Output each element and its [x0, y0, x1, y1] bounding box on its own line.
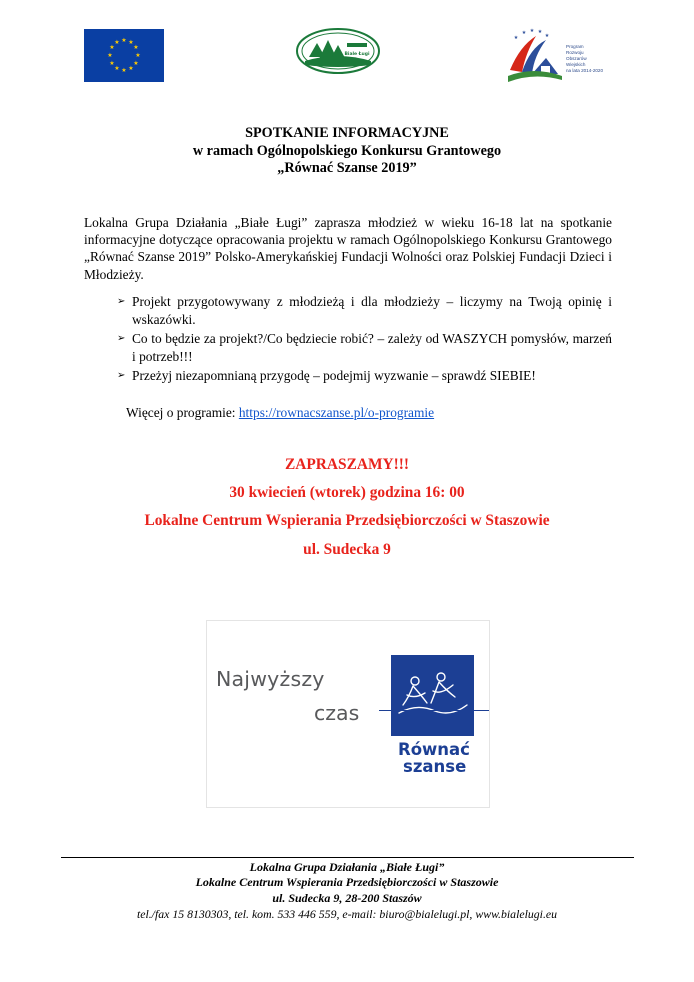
event-street: ul. Sudecka 9	[303, 540, 391, 558]
lgd-biale-lugi-logo	[295, 27, 381, 75]
rownac-szanse-logo	[206, 620, 490, 808]
bullet-text: Przeżyj niezapomnianą przygodę – podejmij wyzwanie – sprawdź SIEBIE!	[132, 367, 536, 383]
document-title	[0, 125, 694, 178]
svg-text:★: ★	[114, 65, 120, 72]
svg-text:★: ★	[109, 44, 115, 51]
svg-text:★: ★	[135, 52, 141, 59]
arrow-bullet-icon: ➢	[117, 296, 126, 307]
prow-text-line: Obszarów	[566, 56, 587, 61]
emblem-underline	[379, 710, 489, 711]
prow-logo	[502, 26, 606, 84]
more-info-label: Więcej o programie:	[126, 405, 239, 420]
logo-slogan-line-1: Najwyższy	[216, 667, 325, 691]
footer-divider	[61, 857, 634, 858]
bullet-text: Projekt przygotowywany z młodzieżą i dla młodzieży – liczymy na Twoją opinię i wskazówki.	[132, 294, 612, 328]
prow-text-line: Wiejskich	[566, 62, 586, 67]
footer-address: ul. Sudecka 9, 28-200 Staszów	[272, 890, 422, 905]
event-date: 30 kwiecień (wtorek) godzina 16: 00	[229, 484, 465, 502]
intro-paragraph: Lokalna Grupa Działania „Białe Ługi” zaprasza młodzież w wieku 16-18 lat na spotkanie informacyjne dotyczące opracowania projektu w ramach Ogólnopolskiego Konkursu Grantowego „Równać Szanse 2019” Polsko-Amerykańskiej Fundacji Wolności oraz Polskiej Fundacji Dzieci i Młodzieży.	[84, 215, 612, 282]
svg-text:★: ★	[109, 60, 115, 67]
svg-text:★: ★	[133, 60, 139, 67]
svg-text:★: ★	[537, 29, 543, 35]
footer	[0, 860, 694, 922]
more-info	[126, 404, 434, 421]
prow-text-line: Rozwoju	[566, 50, 584, 55]
bullet-text: Co to będzie za projekt?/Co będziecie robić? – zależy od WASZYCH pomysłów, marzeń i potrzeb!!!	[132, 330, 612, 365]
prow-text-line: na lata 2014-2020	[566, 68, 604, 73]
arrow-bullet-icon: ➢	[117, 369, 126, 381]
brand-name-line-2: szanse	[403, 757, 467, 776]
footer-org-name: Lokalna Grupa Działania „Białe Ługi”	[249, 860, 445, 874]
program-link[interactable]: https://rownacszanse.pl/o-programie	[238, 405, 435, 420]
svg-text:★: ★	[521, 30, 527, 36]
title-line-2: w ramach Ogólnopolskiego Konkursu Grantowego	[192, 142, 502, 159]
svg-text:★: ★	[121, 37, 127, 44]
svg-text:★: ★	[121, 67, 127, 74]
svg-text:★: ★	[128, 39, 134, 46]
event-details	[0, 455, 694, 568]
list-item	[117, 293, 612, 330]
title-line-3: „Równać Szanse 2019”	[277, 160, 417, 176]
brand-name-line-1: Równać	[398, 740, 470, 759]
svg-text:★: ★	[107, 52, 113, 59]
svg-text:★: ★	[114, 39, 120, 46]
logo-bar	[0, 0, 694, 100]
list-item	[117, 330, 612, 367]
svg-text:★: ★	[544, 33, 550, 39]
prow-text-line: Program	[566, 44, 584, 49]
prow-logo-text	[566, 44, 603, 74]
eu-flag-icon	[84, 29, 164, 82]
svg-text:★: ★	[128, 65, 134, 72]
logo-slogan-line-2: czas	[314, 701, 360, 725]
lgd-logo-text: Biale Ługi	[344, 52, 370, 57]
svg-text:★: ★	[133, 44, 139, 51]
svg-text:★: ★	[529, 28, 535, 34]
svg-text:★: ★	[513, 35, 519, 41]
event-place: Lokalne Centrum Wspierania Przedsiębiorczości w Staszowie	[144, 512, 550, 530]
rownac-szanse-emblem	[391, 655, 474, 736]
invite-heading: ZAPRASZAMY!!!	[285, 456, 409, 473]
footer-center-name: Lokalne Centrum Wspierania Przedsiębiorczości w Staszowie	[195, 875, 499, 890]
bullet-list	[117, 293, 612, 385]
footer-contact: tel./fax 15 8130303, tel. kom. 533 446 559, e-mail: biuro@bialelugi.pl, www.bialelugi.eu	[136, 906, 558, 921]
arrow-bullet-icon: ➢	[117, 332, 126, 344]
list-item	[117, 367, 612, 385]
title-line-1: SPOTKANIE INFORMACYJNE	[245, 125, 449, 141]
